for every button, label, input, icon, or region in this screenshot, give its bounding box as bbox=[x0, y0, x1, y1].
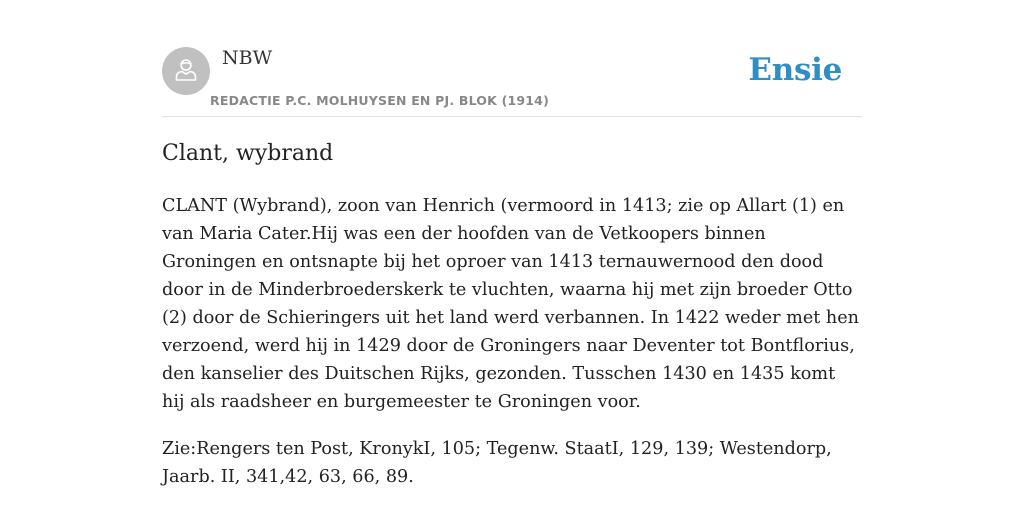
avatar[interactable] bbox=[162, 47, 210, 95]
source-name[interactable]: NBW bbox=[222, 47, 273, 69]
page bbox=[162, 0, 862, 487]
entry-body bbox=[162, 192, 862, 510]
entry-paragraph: CLANT (Wybrand), zoon van Henrich (vermoord in 1413; zie op Allart (1) en van Maria Cater.Hij was een der hoofden van de Vetkoopers binnen Groningen en ontsnapte bij het oproer van 1413 ternauwernood den dood door in de Minderbroederskerk te vluchten, waarna hij met zijn broeder Otto (2) door de Schieringers uit het land werd verbannen. In 1422 weder met hen verzoend, werd hij in 1429 door de Groningers naar Deventer tot Bontflorius, den kanselier des Duitschen Rijks, gezonden. Tusschen 1430 en 1435 komt hij als raadsheer en burgemeester te Groningen voor. bbox=[162, 196, 859, 412]
user-silhouette-icon bbox=[172, 55, 200, 88]
source-header bbox=[162, 0, 862, 117]
source-editors: REDACTIE P.C. MOLHUYSEN EN PJ. BLOK (1914) bbox=[210, 93, 549, 108]
entry-title: Clant, wybrand bbox=[162, 141, 334, 166]
entry-references: Zie:Rengers ten Post, KronykI, 105; Tegenw. StaatI, 129, 139; Westendorp, Jaarb. II, 341,42, 63, 66, 89. bbox=[162, 439, 832, 487]
brand-logo[interactable]: Ensie bbox=[748, 52, 842, 88]
